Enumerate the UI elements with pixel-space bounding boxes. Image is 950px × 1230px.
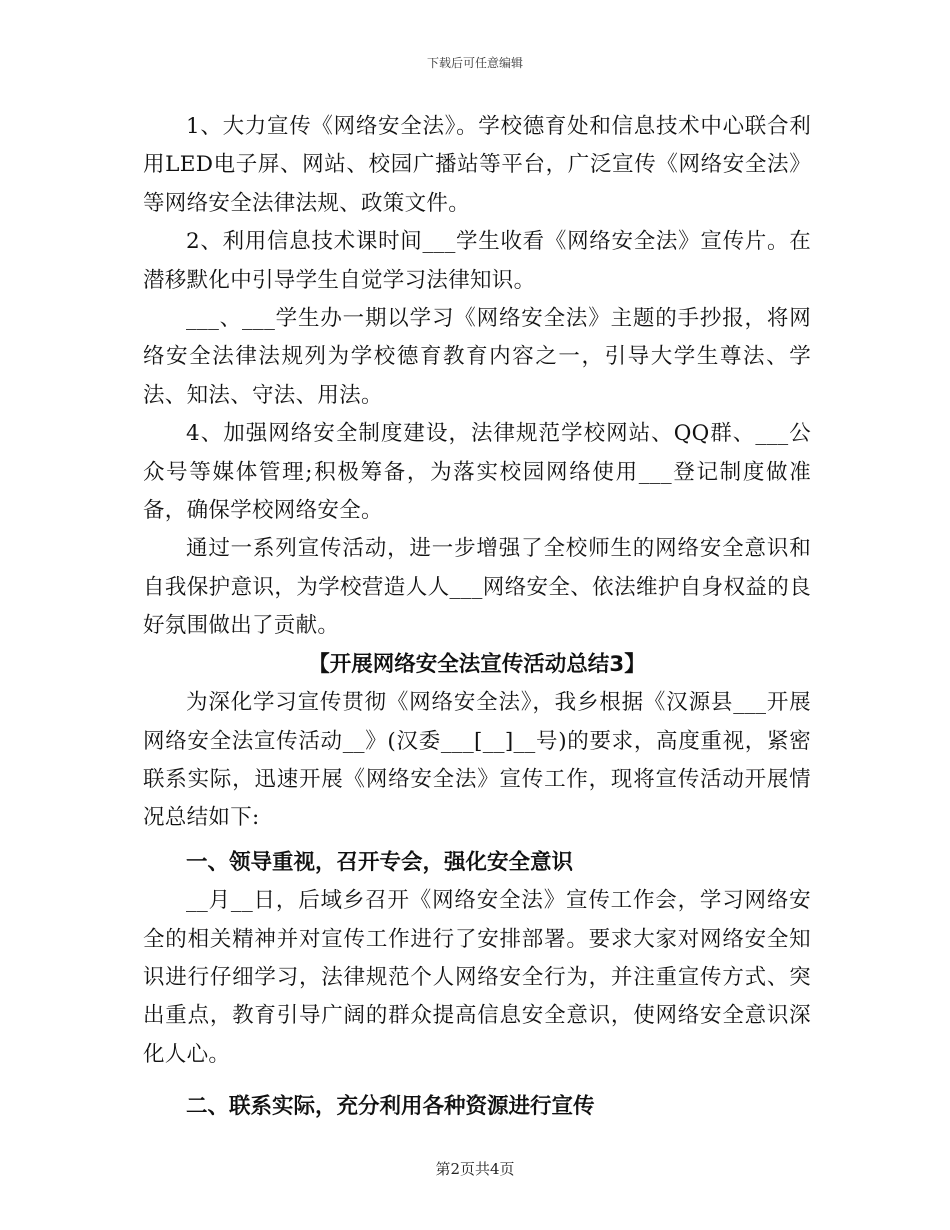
paragraph: 为深化学习宣传贯彻《网络安全法》，我乡根据《汉源县___开展网络安全法宣传活动__》(汉委___[__]__号)的要求，高度重视，紧密联系实际，迅速开展《网络安全法》宣传工作，现将宣传活动开展情况总结如下: [143, 690, 811, 831]
section-heading: 一、领导重视，召开专会，强化安全意识 [186, 849, 574, 875]
page-header: 下载后可任意编辑 [426, 56, 523, 70]
paragraph: ___、___学生办一期以学习《网络安全法》主题的手抄报，将网络安全法律法规列为学校德育教育内容之一，引导大学生尊法、学法、知法、守法、用法。 [143, 306, 811, 408]
section-heading: 二、联系实际，充分利用各种资源进行宣传 [186, 1094, 595, 1120]
paragraph: 4、加强网络安全制度建设，法律规范学校网站、QQ群、___公众号等媒体管理;积极筹备，为落实校园网络使用___登记制度做准备，确保学校网络安全。 [143, 421, 811, 524]
paragraph: 通过一系列宣传活动，进一步增强了全校师生的网络安全意识和自我保护意识，为学校营造人人___网络安全、依法维护自身权益的良好氛围做出了贡献。 [143, 536, 811, 639]
paragraph: 2、利用信息技术课时间___学生收看《网络安全法》宣传片。在潜移默化中引导学生自觉学习法律知识。 [143, 229, 811, 293]
document-body [143, 108, 811, 1127]
paragraph: 1、大力宣传《网络安全法》。学校德育处和信息技术中心联合利用LED电子屏、网站、校园广播站等平台，广泛宣传《网络安全法》等网络安全法律法规、政策文件。 [143, 114, 811, 216]
section-title: 【开展网络安全法宣传活动总结3】 [308, 651, 646, 677]
page-footer: 第2页共4页 [435, 1160, 515, 1178]
paragraph: __月__日，后域乡召开《网络安全法》宣传工作会，学习网络安全的相关精神并对宣传工作进行了安排部署。要求大家对网络安全知识进行仔细学习，法律规范个人网络安全行为，并注重宣传方式、突出重点，教育引导广阔的群众提高信息安全意识，使网络安全意识深化人心。 [143, 888, 811, 1067]
